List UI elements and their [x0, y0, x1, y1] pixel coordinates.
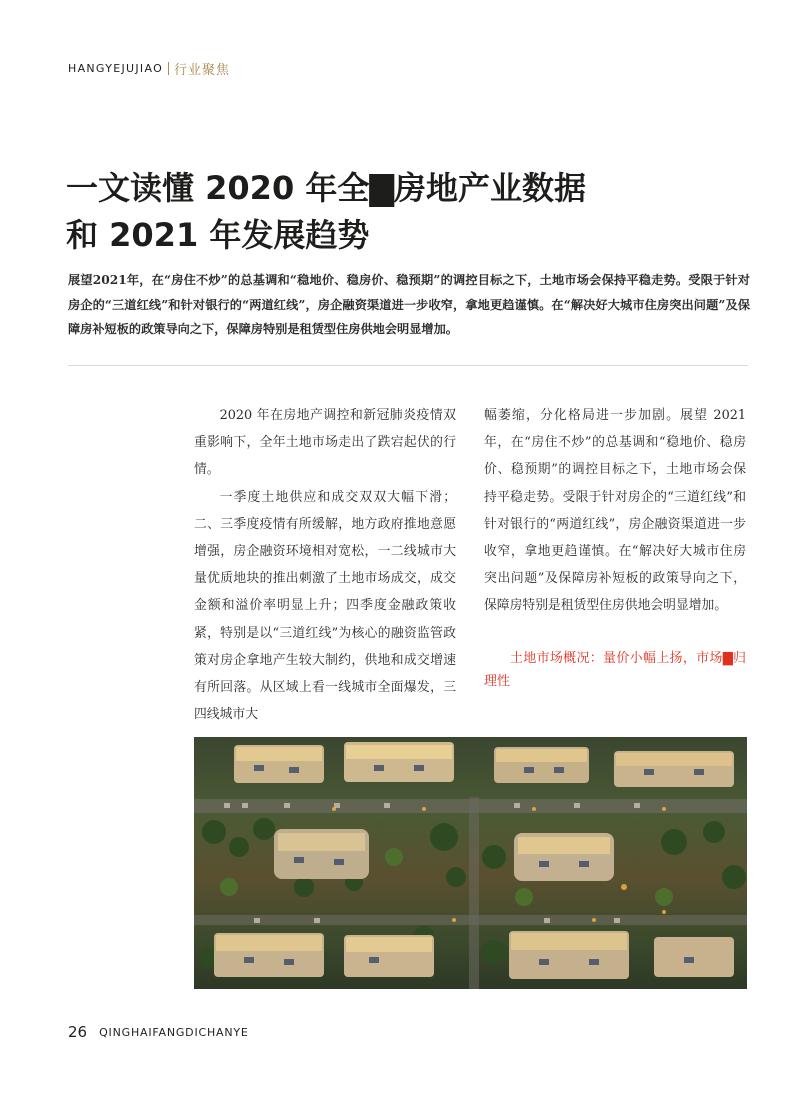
article-intro: 展望2021年，在“房住不炒”的总基调和“稳地价、稳房价、稳预期”的调控目标之下，土地市场会保持平稳走势。受限于针对房企的“三道红线”和针对银行的“两道红线”，房企融资渠道进一步收窄，拿地更趋谨慎。在“解决好大城市住房突出问题”及保障房补短板的政策导向之下，保障房特别是租赁型住房供地会明显增加。 [68, 273, 750, 337]
body-paragraph: 一季度土地供应和成交双双大幅下滑；二、三季度疫情有所缓解，地方政府推地意愿增强，房企融资环境相对宽松，一二线城市大量优质地块的推出刺激了土地市场成交，成交金额和溢价率明显上升；四季度金融政策收紧，特别是以“三道红线”为核心的融资监管政策对房企拿地产生较大制约，供地和成交增速有所回落。从区域上看一线城市全面爆发，三四线城市大 [194, 489, 456, 723]
running-header [68, 58, 230, 78]
header-divider [168, 62, 169, 75]
intro-divider [68, 365, 748, 366]
title-line-1: 一文读懂 2020 年全▇房地产业数据 [66, 169, 586, 207]
page-number: 26 [68, 1023, 88, 1041]
section-latin: HANGYEJUJIAO [68, 61, 164, 75]
aerial-residential-photo [194, 737, 747, 989]
section-subheading: 土地市场概况：量价小幅上扬，市场▇归理性 [484, 650, 746, 689]
magazine-name: QINGHAIFANGDICHANYE [99, 1025, 249, 1039]
title-line-2: 和 2021 年发展趋势 [66, 216, 370, 254]
aerial-photo-illustration [194, 737, 747, 989]
section-name: 行业聚焦 [174, 62, 231, 78]
body-paragraph-continued: 幅萎缩，分化格局进一步加剧。展望 2021 年，在“房住不炒”的总基调和“稳地价、稳房价、稳预期”的调控目标之下，土地市场会保持平稳走势。受限于针对房企的“三道红线”和针对银行的“两道红线”，房企融资渠道进一步收窄，拿地更趋谨慎。在“解决好大城市住房突出问题”及保障房补短板的政策导向之下，保障房特别是租赁型住房供地会明显增加。 [484, 408, 746, 614]
page-footer [68, 1022, 249, 1042]
body-paragraph: 2020 年在房地产调控和新冠肺炎疫情双重影响下，全年土地市场走出了跌宕起伏的行情。 [194, 408, 456, 478]
body-column-right [484, 402, 746, 693]
article-title [66, 165, 746, 259]
body-column-left [194, 402, 456, 728]
